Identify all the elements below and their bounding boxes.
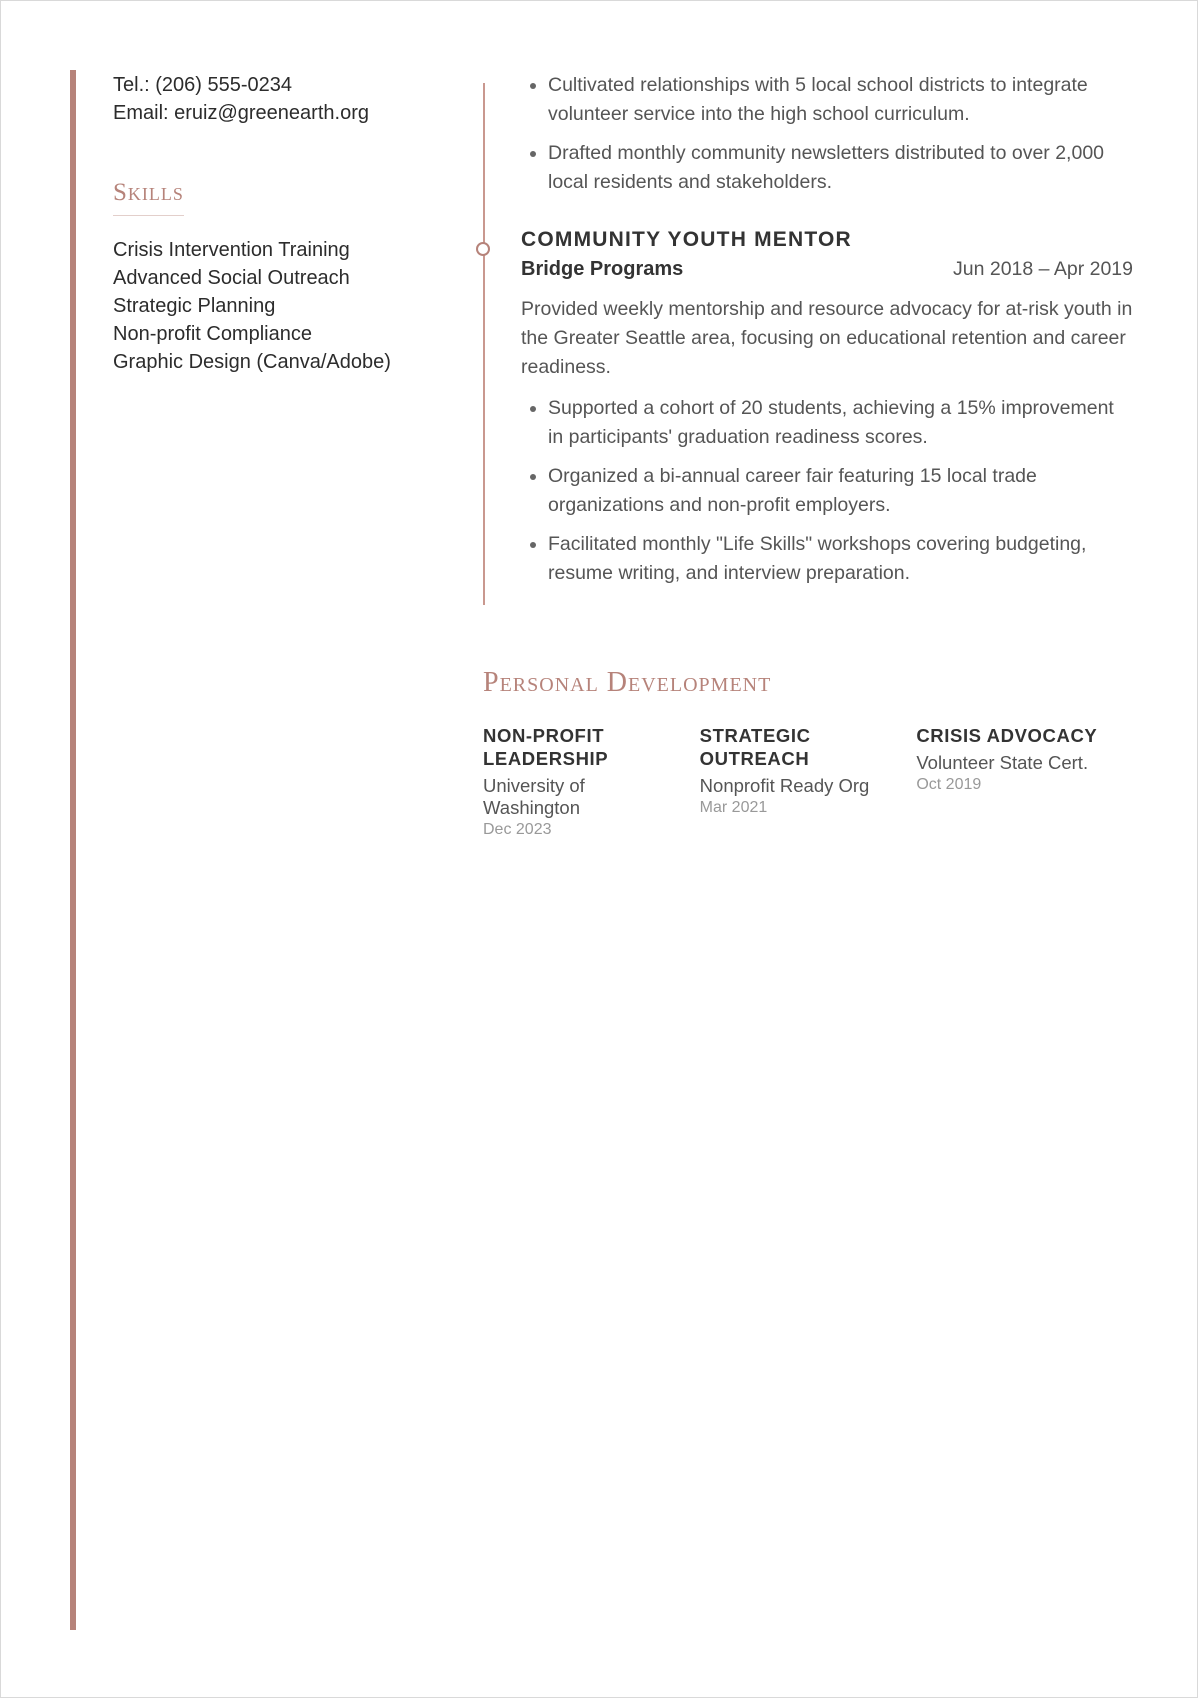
personal-development-heading: Personal Development — [483, 667, 772, 698]
certification-date: Oct 2019 — [916, 776, 982, 793]
certification-organization: Nonprofit Ready Org — [699, 775, 870, 796]
certification-date: Mar 2021 — [699, 799, 768, 816]
bullet-item: • Supported a cohort of 20 students, achieving a 15% improvement in participants' graduation readiness scores. — [548, 394, 1133, 452]
bullet-item: • Cultivated relationships with 5 local school districts to integrate volunteer service into the high school curriculum. — [548, 71, 1133, 129]
certification-date: Dec 2023 — [483, 821, 552, 838]
accent-bar — [70, 70, 76, 1630]
certification-item — [700, 724, 917, 841]
certification-organization: University of Washington — [483, 775, 585, 818]
previous-job-bullets — [521, 71, 1133, 197]
job-title: COMMUNITY YOUTH MENTOR — [521, 228, 852, 251]
timeline-dot-icon — [476, 242, 490, 256]
certification-organization: Volunteer State Cert. — [916, 752, 1089, 773]
bullet-item: • Drafted monthly community newsletters distributed to over 2,000 local residents and stakeholders. — [548, 139, 1133, 197]
left-column — [113, 71, 443, 376]
certification-title: STRATEGIC OUTREACH — [699, 725, 811, 769]
skill-item: Strategic Planning — [113, 295, 276, 317]
job-organization: Bridge Programs — [521, 258, 684, 280]
certification-title: NON-PROFIT LEADERSHIP — [483, 725, 609, 769]
certification-title: CRISIS ADVOCACY — [916, 725, 1098, 746]
personal-development-grid — [483, 724, 1133, 841]
skill-item: Non-profit Compliance — [113, 323, 312, 345]
experience-section — [521, 71, 1133, 598]
job-bullets — [521, 394, 1133, 588]
skill-item: Graphic Design (Canva/Adobe) — [113, 351, 391, 373]
skill-item: Advanced Social Outreach — [113, 267, 350, 289]
job-meta-row — [521, 258, 1133, 281]
certification-item — [483, 724, 700, 841]
contact-email: Email: eruiz@greenearth.org — [113, 102, 369, 124]
contact-tel: Tel.: (206) 555-0234 — [113, 74, 293, 96]
skills-heading: Skills — [113, 179, 184, 216]
bullet-item: • Facilitated monthly "Life Skills" workshops covering budgeting, resume writing, and interview preparation. — [548, 530, 1133, 588]
job-dates: Jun 2018 – Apr 2019 — [953, 258, 1133, 280]
skills-list — [113, 236, 443, 376]
job-description: Provided weekly mentorship and resource advocacy for at-risk youth in the Greater Seattle area, focusing on educational retention and career readiness. — [521, 298, 1133, 378]
certification-item — [916, 724, 1133, 841]
timeline-line — [483, 83, 485, 605]
personal-development-section — [483, 667, 1133, 841]
skill-item: Crisis Intervention Training — [113, 239, 350, 261]
bullet-item: • Organized a bi-annual career fair featuring 15 local trade organizations and non-profit employers. — [548, 462, 1133, 520]
